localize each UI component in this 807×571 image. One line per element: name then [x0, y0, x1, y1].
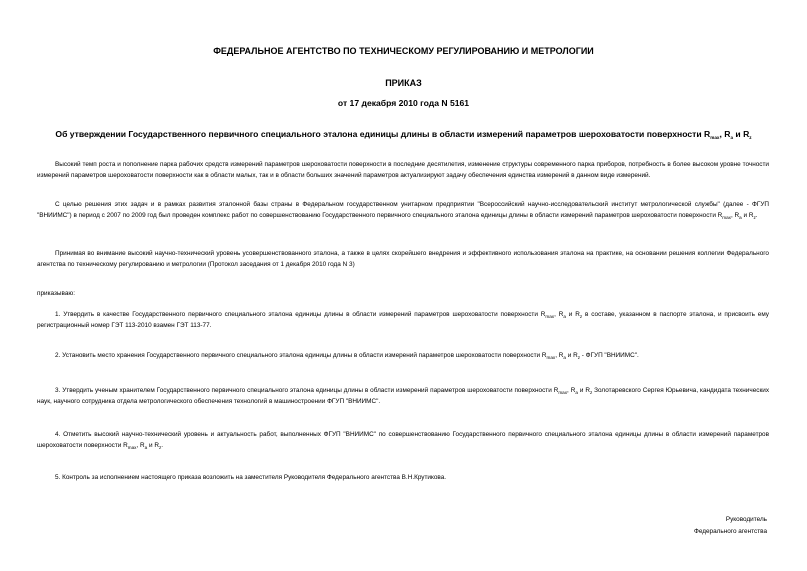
param-rz: $R_z$ [743, 129, 752, 140]
signature-title: Руководитель [725, 516, 767, 523]
signature-org: Федерального агентства [693, 528, 767, 535]
title-text: Об утверждении Государственного первичного специального эталона единицы длины в области измерений параметров шероховатости поверхности [55, 129, 702, 139]
param-rmax: $R_{max}$ [541, 352, 556, 360]
param-rz: $R_z$ [154, 441, 162, 450]
paragraph-intro: Высокий темп роста и пополнение парка рабочих средств измерений параметров шероховатости поверхности в последние десятилетия, изменение структуры современного парка приборов, потребность в более высоком уровне точности измерений параметров шероховатости поверхности как в области малых, так и в области больших значений параметров актуализируют задачу обеспечения единства измерений в данном виде измерений. [37, 161, 769, 179]
paragraph-basis: Принимая во внимание высокий научно-технический уровень усовершенствованного эталона, а также в целях скорейшего внедрения и эффективного использования эталона на практике, на основании решения коллегии Федерального агентства по техническому регулированию и метрологии (Протокол заседания от 1 декабря 2010 года N 3) [37, 250, 769, 268]
param-rmax: $R_{max}$ [553, 387, 568, 395]
orders-word: приказываю: [37, 290, 75, 297]
param-ra: $R_a$ [570, 387, 578, 395]
paragraph-background: С целью решения этих задач и в рамках развития эталонной базы страны в Федеральном государственном унитарном предприятии "Всероссийский научно-исследовательский институт метрологической службы" (далее - ФГУП "ВНИИМС") в период с 2007 по 2009 год был проведен комплекс работ по совершенствованию Государственного первичного специального эталона единицы длины в области измерений параметров шероховатости поверхности $R_{max}$, $R_a$ и $R_z$. [37, 201, 769, 220]
param-rz: $R_z$ [575, 311, 583, 319]
document-type: ПРИКАЗ [385, 78, 422, 88]
order-item-3: 3. Утвердить ученым хранителем Государственного первичного специального эталона единицы длины в области измерений параметров шероховатости поверхности $R_{max}$, $R_a$ и $R_z$ Золотаревского Сергея Юрьевича, кандидата технических наук, научного сотрудника отдела метрологического обеспечения технологий в машиностроении ФГУП "ВНИИМС". [37, 387, 770, 405]
param-rmax: $R_{max}$ [540, 311, 555, 319]
param-rmax: $R_{max}$ [123, 441, 137, 450]
order-item-4: 4. Отметить высокий научно-технический уровень и актуальность работ, выполненных ФГУП "ВНИИМС" по совершенствованию Государственного первичного специального эталона единицы длины в области измерений параметров шероховатости поверхности $R_{max}$, $R_a$ и $R_z$. [37, 431, 769, 450]
order-item-1: 1. Утвердить в качестве Государственного первичного специального эталона единицы длины в области измерений параметров шероховатости поверхности $R_{max}$, $R_a$ и $R_z$ в составе, указанном в паспорте эталона, и присвоить ему регистрационный номер ГЭТ 113-2010 взамен ГЭТ 113-77. [37, 311, 769, 329]
document-date: от 17 декабря 2010 года N 5161 [337, 98, 470, 108]
agency-name: ФЕДЕРАЛЬНОЕ АГЕНТСТВО ПО ТЕХНИЧЕСКОМУ РЕГУЛИРОВАНИЮ И МЕТРОЛОГИИ [213, 46, 594, 56]
param-rmax: $R_{max}$ [717, 211, 731, 220]
param-rz: $R_z$ [573, 352, 580, 360]
param-rmax: $R_{max}$ [704, 129, 720, 140]
order-item-5: 5. Контроль за исполнением настоящего приказа возложить на заместителя Руководителя Федерального агентства В.Н.Крутикова. [55, 474, 447, 481]
param-ra: $R_a$ [558, 352, 566, 360]
param-ra: $R_a$ [724, 129, 734, 140]
param-ra: $R_a$ [734, 211, 742, 220]
document-title: Об утверждении Государственного первичного специального эталона единицы длины в области измерений параметров шероховатости поверхности $R_{max}$, $R_a$ и $R_z$ [55, 129, 752, 140]
param-ra: $R_a$ [140, 441, 148, 450]
order-item-2: 2. Установить место хранения Государственного первичного специального эталона единицы длины в области измерений параметров шероховатости поверхности $R_{max}$, $R_a$ и $R_z$ - ФГУП "ВНИИМС". [55, 352, 639, 360]
param-ra: $R_a$ [558, 311, 566, 319]
param-rz: $R_z$ [748, 211, 756, 220]
param-rz: $R_z$ [585, 387, 593, 395]
